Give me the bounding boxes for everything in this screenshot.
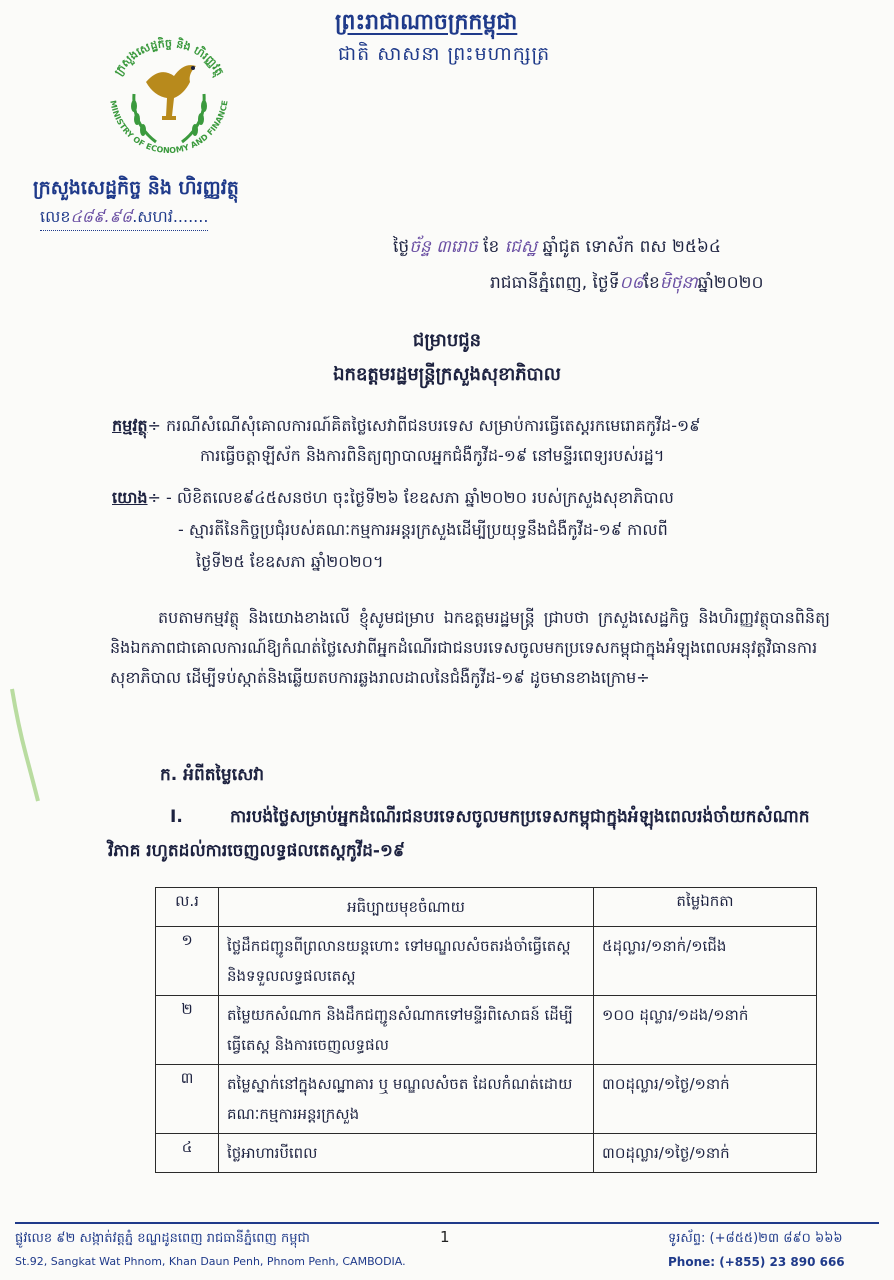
subject-label: កម្មវត្ថុ <box>112 416 148 435</box>
table-row <box>156 1065 817 1134</box>
row-description: ថ្លៃដឹកជញ្ជូនពីព្រលានយន្តហោះ ទៅមណ្ឌលសំចតរង់ចាំធ្វើតេស្ត និងទទួលលទ្ធផលតេស្ត <box>219 927 594 996</box>
seal-text-en: MINISTRY OF ECONOMY AND FINANCE <box>108 99 230 156</box>
page-number: 1 <box>440 1228 450 1246</box>
solar-date-prefix: រាជធានីភ្នំពេញ, ថ្ងៃទី <box>490 273 620 293</box>
footer-phone-kh: ទូរស័ព្ទ: (+៨៥៥)២៣ ៨៩០ ៦៦៦ <box>668 1231 843 1246</box>
footer-phone-en: Phone: (+855) 23 890 666 <box>668 1255 845 1269</box>
solar-date-suffix: ឆ្នាំ២០២០ <box>697 273 764 293</box>
table-row <box>156 927 817 996</box>
reference-item-2: - ស្មារតីនៃកិច្ចប្រជុំរបស់គណៈកម្មការអន្តរក្រសួងដើម្បីប្រយុទ្ធនឹងជំងឺកូវីដ-១៩ កាលពី <box>178 520 668 539</box>
row-no: ៤ <box>156 1134 219 1173</box>
row-price: ៣០ដុល្លារ/១ថ្ងៃ/១នាក់ <box>594 1065 817 1134</box>
row-price: ១០០ ដុល្លារ/១ដង/១នាក់ <box>594 996 817 1065</box>
subject-text-1: ÷ ករណីសំណើសុំគោលការណ៍គិតថ្លៃសេវាពីជនបរទេស សម្រាប់ការធ្វើតេស្តរកមេរោគកូវីដ-១៩ <box>147 416 701 435</box>
row-description: តម្លៃយកសំណាក និងដឹកជញ្ជូនសំណាកទៅមន្ទីរពិសោធន៍ ដើម្បីធ្វើតេស្ត និងការចេញលទ្ធផល <box>219 996 594 1065</box>
section-i-number: I. <box>170 807 183 827</box>
letter-number-value: ៤៨៩.៩៨ <box>70 207 133 226</box>
lunar-date-suffix: ឆ្នាំជូត ទោស័ក ពស ២៥៦៤ <box>537 237 721 257</box>
highlighter-mark <box>4 685 44 805</box>
header-description: អធិប្បាយមុខចំណាយ <box>219 888 594 927</box>
reference-label: យោង <box>112 488 148 507</box>
row-description: តម្លៃស្នាក់នៅក្នុងសណ្ឋាគារ ឬ មណ្ឌលសំចត ដែលកំណត់ដោយគណៈកម្មការអន្តរក្រសួង <box>219 1065 594 1134</box>
section-i-title: ការបង់ថ្លៃសម្រាប់អ្នកដំណើរជនបរទេសចូលមកប្រទេសកម្ពុជាក្នុងអំឡុងពេលរង់ចាំយកសំណាកវិភាគ រហូតដល់ការចេញលទ្ធផលតេស្តកូវីដ-១៩ <box>108 807 810 861</box>
row-no: ២ <box>156 996 219 1065</box>
footer-address-en: St.92, Sangkat Wat Phnom, Khan Daun Penh, Phnom Penh, CAMBODIA. <box>15 1255 406 1268</box>
letter-number-suffix: .សហវ....... <box>132 207 209 226</box>
subject-line-2: ការធ្វើចត្តាឡីស័ក និងការពិនិត្យព្យាបាលអ្នកជំងឺកូវីដ-១៩ នៅមន្ទីរពេទ្យរបស់រដ្ឋ។ <box>200 446 665 465</box>
solar-date <box>490 272 764 297</box>
ministry-name: ក្រសួងសេដ្ឋកិច្ច និង ហិរញ្ញវត្ថុ <box>33 177 239 199</box>
solar-date-month: មិថុនា <box>659 273 698 293</box>
header-unit-price: តម្លៃឯកតា <box>594 888 817 927</box>
honorific: ជម្រាបជូន <box>412 330 482 351</box>
table-row <box>156 1134 817 1173</box>
section-i-heading <box>108 800 838 868</box>
reference-line-1 <box>112 484 674 512</box>
ministry-seal-logo <box>96 24 242 170</box>
kingdom-title: ព្រះរាជាណាចក្រកម្ពុជា <box>335 10 518 35</box>
lunar-date-prefix: ថ្ងៃ <box>393 237 410 257</box>
lunar-date-month: ជេស្ឋ <box>504 237 538 257</box>
fee-table <box>155 887 817 1173</box>
header-no: ល.រ <box>156 888 219 927</box>
reference-item-2b: ថ្ងៃទី២៥ ខែឧសភា ឆ្នាំ២០២០។ <box>196 552 384 571</box>
reference-item-1: ÷ - លិខិតលេខ៩៤៥សនថហ ចុះថ្ងៃទី២៦ ខែឧសភា ឆ្នាំ២០២០ របស់ក្រសួងសុខាភិបាល <box>147 488 674 507</box>
body-paragraph: តបតាមកម្មវត្ថុ និងយោងខាងលើ ខ្ញុំសូមជម្រាប ឯកឧត្តមរដ្ឋមន្ត្រី ជ្រាបថា ក្រសួងសេដ្ឋកិច្ច និងហិរញ្ញវត្ថុបានពិនិត្យ និងឯកភាពជាគោលការណ៍ឱ្យកំណត់ថ្លៃសេវាពីអ្នកដំណើរជាជនបរទេសចូលមកប្រទេសកម្ពុជាក្នុងអំឡុងពេលអនុវត្តវិធានការសុខាភិបាល ដើម្បីទប់ស្កាត់និងឆ្លើយតបការឆ្លងរាលដាលនៃជំងឺកូវីដ-១៩ ដូចមានខាងក្រោម÷ <box>110 608 830 687</box>
national-motto: ជាតិ សាសនា ព្រះមហាក្សត្រ <box>338 43 551 65</box>
row-no: ១ <box>156 927 219 996</box>
row-description: ថ្លៃអាហារបីពេល <box>219 1134 594 1173</box>
letter-number <box>40 206 208 231</box>
footer-divider <box>15 1222 879 1224</box>
seal-text-kh: ក្រសួងសេដ្ឋកិច្ច និង ហិរញ្ញវត្ថុ <box>111 36 227 78</box>
letter-number-prefix: លេខ <box>40 207 71 226</box>
lunar-date-mid: ខែ <box>477 237 505 257</box>
subject-line-1 <box>112 412 700 440</box>
svg-text:ក្រសួងសេដ្ឋកិច្ច និង ហិរញ្ញវត្ <box>112 36 227 79</box>
table-row <box>156 996 817 1065</box>
solar-date-mid: ខែ <box>643 273 660 293</box>
recipient: ឯកឧត្តមរដ្ឋមន្ត្រីក្រសួងសុខាភិបាល <box>333 364 561 385</box>
lunar-date-day: ច័ន្ទ ៣រោច <box>409 237 478 257</box>
lunar-date <box>393 236 721 261</box>
solar-date-day: ០៨ <box>619 273 644 293</box>
footer-address-kh: ផ្លូវលេខ ៩២ សង្កាត់វត្តភ្នំ ខណ្ឌដូនពេញ រាជធានីភ្នំពេញ កម្ពុជា <box>15 1231 310 1246</box>
row-no: ៣ <box>156 1065 219 1134</box>
row-price: ៣០ដុល្លារ/១ថ្ងៃ/១នាក់ <box>594 1134 817 1173</box>
row-price: ៥ដុល្លារ/១នាក់/១ជើង <box>594 927 817 996</box>
table-header-row <box>156 888 817 927</box>
section-a-heading: ក. អំពីតម្លៃសេវា <box>160 765 265 785</box>
